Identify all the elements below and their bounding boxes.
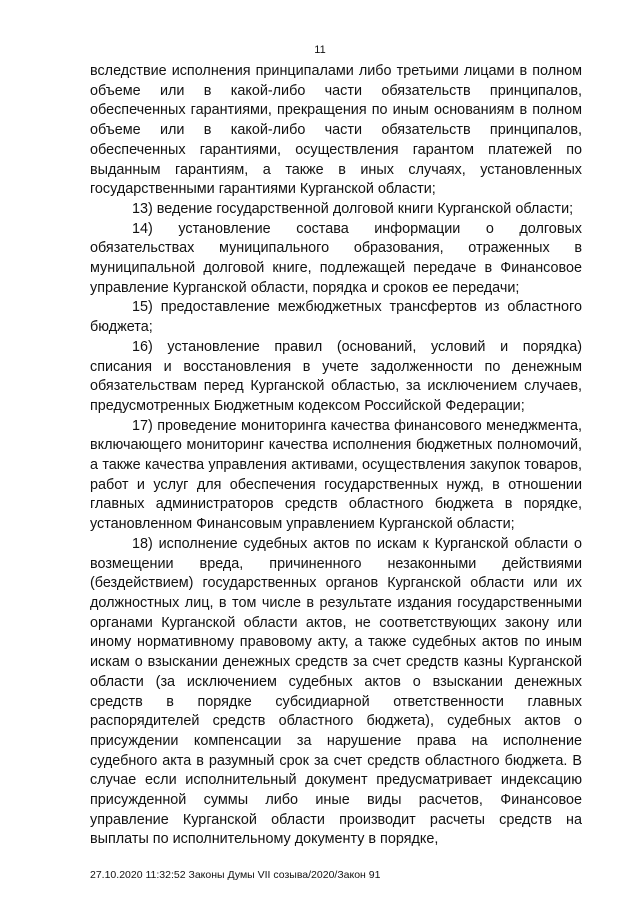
paragraph-item-16: 16) установление правил (оснований, условий и порядка) списания и восстановления в учете задолженности по денежным обязательствам перед Курганской областью, за исключением случаев, предусмотренных Бюджетным кодексом Российской Федерации; <box>90 338 582 414</box>
paragraph-item-14: 14) установление состава информации о долговых обязательствах муниципального образования, отраженных в муниципальной долговой книге, подлежащей передаче в Финансовое управление Курганской области, порядка и сроков ее передачи; <box>90 220 582 296</box>
paragraph-item-15: 15) предоставление межбюджетных трансфертов из областного бюджета; <box>90 299 582 336</box>
page-footer: 27.10.2020 11:32:52 Законы Думы VII созыва/2020/Закон 91 <box>90 869 381 881</box>
page-number: 11 <box>314 44 326 56</box>
paragraph-continuation: вследствие исполнения принципалами либо третьими лицами в полном объеме или в какой-либо части обязательств принципалов, обеспеченных гарантиями, прекращения по иным основаниям в полном объеме или в какой-либо части обязательств принципалов, обеспеченных гарантиями, осуществления гарантом платежей по выданным гарантиям, а также в иных случаях, установленных государственными гарантиями Курганской области; <box>90 63 582 198</box>
paragraph-item-13: 13) ведение государственной долговой книги Курганской области; <box>132 200 574 217</box>
document-body <box>90 62 582 850</box>
paragraph-item-18: 18) исполнение судебных актов по искам к Курганской области о возмещении вреда, причиненного незаконными действиями (бездействием) государственных органов Курганской области или их должностных лиц, в том числе в результате издания государственными органами Курганской области актов, не соответствующих закону или иному нормативному правовому акту, а также судебных актов по иным искам о взыскании денежных средств за счет средств казны Курганской области (за исключением судебных актов о взыскании денежных средств в порядке субсидиарной ответственности главных распорядителей средств областного бюджета), судебных актов о присуждении компенсации за нарушение права на исполнение судебного акта в разумный срок за счет средств областного бюджета. В случае если исполнительный документ предусматривает индексацию присужденной суммы либо иные виды расчетов, Финансовое управление Курганской области производит расчеты средств на выплаты по исполнительному документу в порядке, <box>90 535 582 848</box>
paragraph-item-17: 17) проведение мониторинга качества финансового менеджмента, включающего мониторинг качества исполнения бюджетных полномочий, а также качества управления активами, осуществления закупок товаров, работ и услуг для обеспечения государственных нужд, в отношении главных администраторов средств областного бюджета в порядке, установленном Финансовым управлением Курганской области; <box>90 417 582 533</box>
